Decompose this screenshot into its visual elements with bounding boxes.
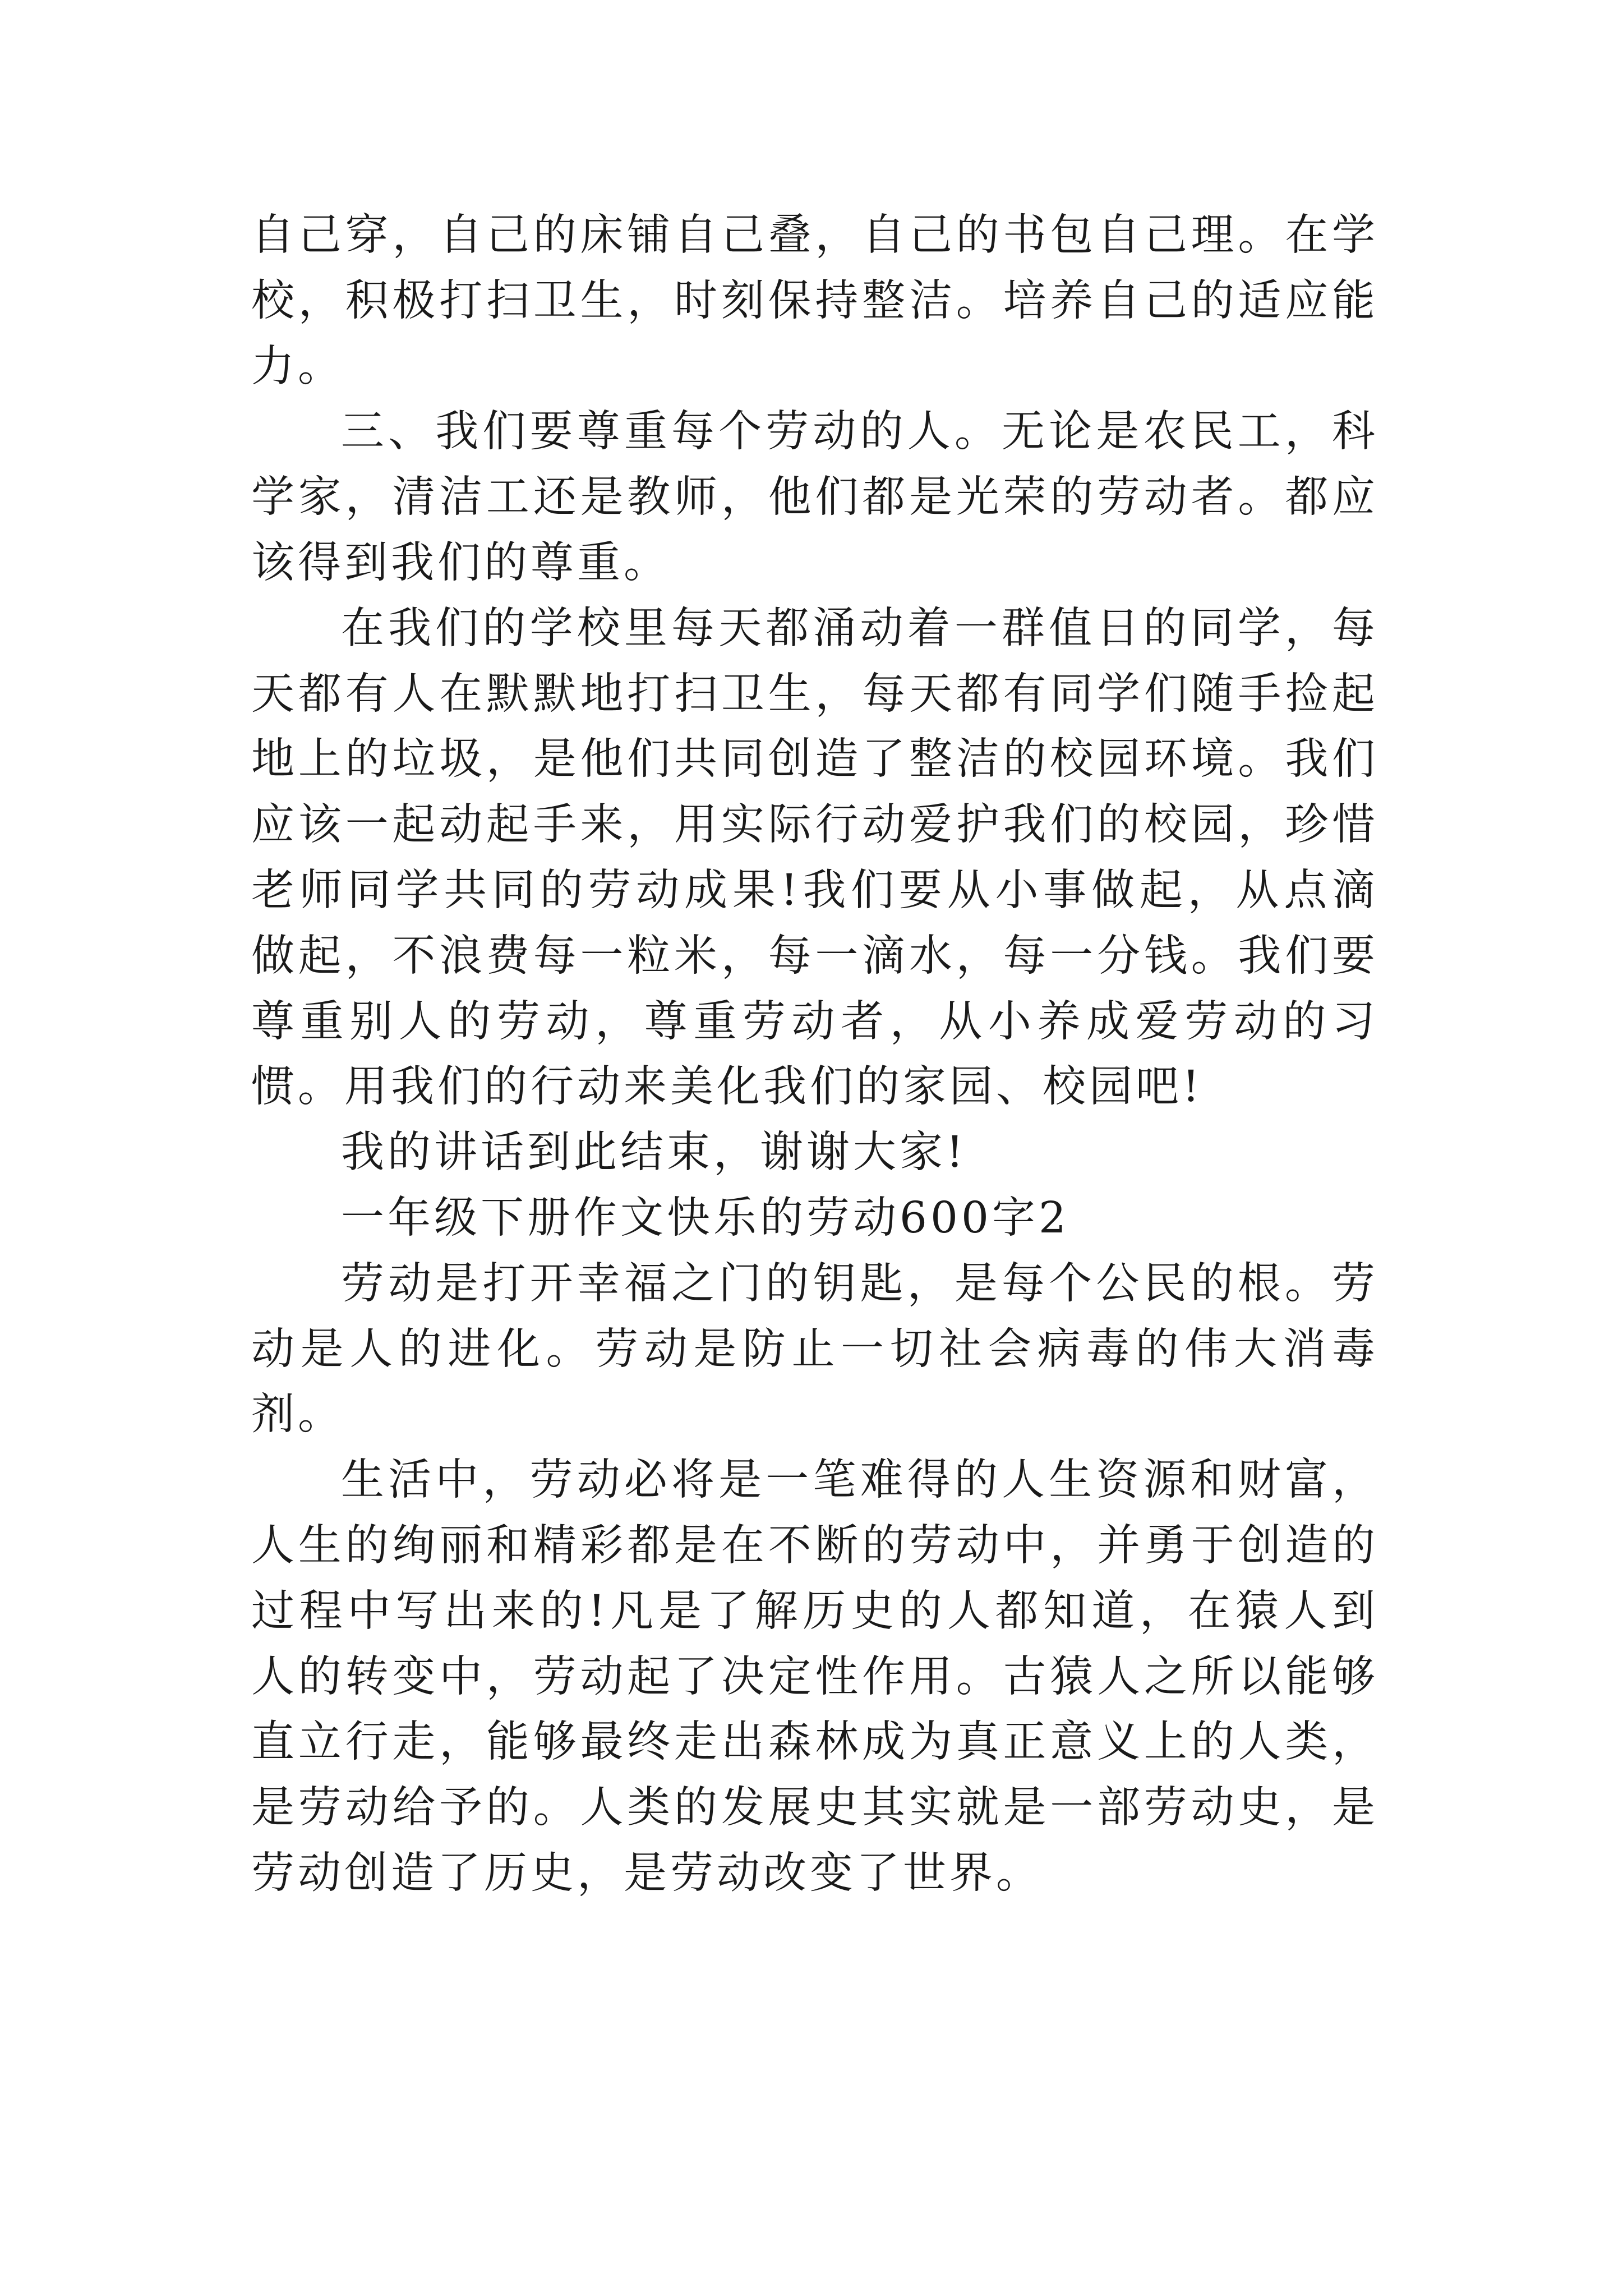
section-title: 一年级下册作文快乐的劳动600字2 — [341, 1193, 1069, 1243]
paragraph-labor-history: 生活中，劳动必将是一笔难得的人生资源和财富，人生的绚丽和精彩都是在不断的劳动中，并勇于创造的过程中写出来的!凡是了解历史的人都知道，在猿人到人的转变中，劳动起了决定性作用。古猿人之所以能够直立行走，能够最终走出森林成为真正意义上的人类，是劳动给予的。人类的发展史其实就是一部劳动史，是劳动创造了历史，是劳动改变了世界。 — [251, 1455, 1378, 1898]
paragraph-labor-key: 劳动是打开幸福之门的钥匙，是每个公民的根。劳动是人的进化。劳动是防止一切社会病毒的伟大消毒剂。 — [251, 1258, 1378, 1440]
paragraph-school-cleaning: 在我们的学校里每天都涌动着一群值日的同学，每天都有人在默默地打扫卫生，每天都有同学们随手捡起地上的垃圾，是他们共同创造了整洁的校园环境。我们应该一起动起手来，用实际行动爱护我们的校园，珍惜老师同学共同的劳动成果!我们要从小事做起，从点滴做起，不浪费每一粒米，每一滴水，每一分钱。我们要尊重别人的劳动，尊重劳动者，从小养成爱劳动的习惯。用我们的行动来美化我们的家园、校园吧! — [251, 603, 1378, 1112]
paragraph-continued: 自己穿，自己的床铺自己叠，自己的书包自己理。在学校，积极打扫卫生，时刻保持整洁。培养自己的适应能力。 — [251, 210, 1378, 392]
paragraph-respect-workers: 三、我们要尊重每个劳动的人。无论是农民工，科学家，清洁工还是教师，他们都是光荣的劳动者。都应该得到我们的尊重。 — [251, 407, 1378, 588]
paragraph-closing: 我的讲话到此结束，谢谢大家! — [341, 1128, 967, 1178]
body-text — [251, 203, 1378, 1907]
